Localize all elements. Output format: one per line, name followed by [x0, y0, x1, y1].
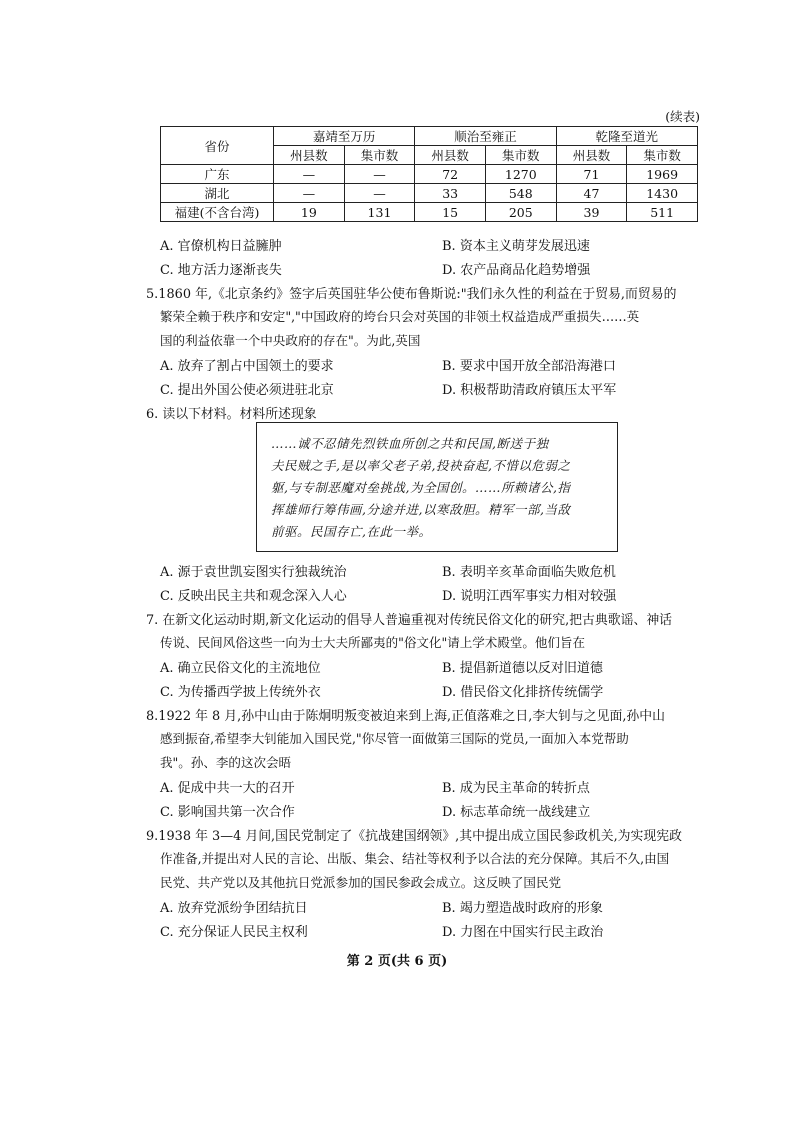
- material-line: 前驱。民国存亡,在此一举。: [271, 524, 432, 539]
- q7-options-row-1: [160, 657, 700, 679]
- q8-option-a: A. 促成中共一大的召开: [160, 781, 295, 796]
- q9-stem-line-1: 9.1938 年 3—4 月间,国民党制定了《抗战建国纲领》,其中提出成立国民参政机关,为实现宪政: [146, 829, 682, 844]
- q5-stem-line-2: 繁荣全赖于秩序和安定","中国政府的垮台只会对英国的非领土权益造成严重损失……英: [160, 309, 640, 324]
- table-cell: 33: [415, 184, 486, 203]
- q9-stem-line-2: 作准备,并提出对人民的言论、出版、集会、结社等权利予以合法的充分保障。其后不久,由国: [160, 851, 670, 866]
- q8-option-c: C. 影响国共第一次合作: [160, 805, 295, 820]
- q5-option-a: A. 放弃了割占中国领土的要求: [160, 359, 334, 374]
- q5-option-c: C. 提出外国公使必须进驻北京: [160, 383, 334, 398]
- q8-options-row-2: [160, 801, 700, 823]
- q4-option-d: D. 农产品商品化趋势增强: [442, 263, 591, 278]
- q4-options-row-2: [160, 259, 700, 281]
- q9-option-d: D. 力图在中国实行民主政治: [442, 925, 604, 940]
- q5-stem-line-1: 5.1860 年,《北京条约》签字后英国驻华公使布鲁斯说:"我们永久性的利益在于贸易,而贸易的: [146, 287, 677, 302]
- province-cell: 福建(不含台湾): [161, 203, 274, 222]
- subheader: 州县数: [274, 146, 345, 165]
- q7-stem-line-2: 传说、民间风俗这些一向为士大夫所鄙夷的"俗文化"请上学术殿堂。他们旨在: [160, 635, 586, 650]
- q6-material-box: [256, 422, 618, 552]
- q5-option-b: B. 要求中国开放全部沿海港口: [442, 359, 616, 374]
- table-cell: —: [344, 184, 415, 203]
- q9-stem-line-3: 民党、共产党以及其他抗日党派参加的国民参政会成立。这反映了国民党: [160, 875, 562, 890]
- table-cell: 131: [344, 203, 415, 222]
- table-cell: 1430: [627, 184, 698, 203]
- q7-options-row-2: [160, 681, 700, 703]
- q5-options-row-2: [160, 379, 700, 401]
- table-cell: 1270: [485, 165, 556, 184]
- table-cell: 39: [556, 203, 627, 222]
- group-header: 顺治至雍正: [415, 127, 556, 146]
- q6-option-a: A. 源于袁世凯妄图实行独裁统治: [160, 565, 347, 580]
- q9-options-row-1: [160, 897, 700, 919]
- group-header: 嘉靖至万历: [274, 127, 415, 146]
- q7-option-a: A. 确立民俗文化的主流地位: [160, 661, 321, 676]
- continued-label: (续表): [665, 109, 700, 124]
- table-cell: 71: [556, 165, 627, 184]
- province-cell: 湖北: [161, 184, 274, 203]
- q8-option-d: D. 标志革命统一战线建立: [442, 805, 591, 820]
- table-cell: —: [344, 165, 415, 184]
- q6-options-row-2: [160, 585, 700, 607]
- table-row: [161, 184, 698, 203]
- q7-option-c: C. 为传播西学披上传统外衣: [160, 685, 321, 700]
- province-cell: 广东: [161, 165, 274, 184]
- province-header: 省份: [161, 127, 274, 165]
- table-row: [161, 203, 698, 222]
- table-cell: 15: [415, 203, 486, 222]
- q5-options-row-1: [160, 355, 700, 377]
- q6-option-c: C. 反映出民主共和观念深入人心: [160, 589, 347, 604]
- material-line: 夫民贼之手,是以率父老子弟,投袂奋起,不惜以危弱之: [271, 458, 571, 473]
- q7-stem-line-1: 7. 在新文化运动时期,新文化运动的倡导人普遍重视对传统民俗文化的研究,把古典歌谣、神话: [146, 613, 673, 628]
- q9-option-a: A. 放弃党派纷争团结抗日: [160, 901, 308, 916]
- subheader: 州县数: [415, 146, 486, 165]
- table-cell: 548: [485, 184, 556, 203]
- table-cell: 47: [556, 184, 627, 203]
- q7-option-b: B. 提倡新道德以反对旧道德: [442, 661, 603, 676]
- subheader: 州县数: [556, 146, 627, 165]
- market-table: [160, 126, 698, 222]
- q5-stem-line-3: 国的利益依靠一个中央政府的存在"。为此,英国: [160, 333, 421, 348]
- material-line: 挥雄师行筹伟画,分途并进,以寒敌胆。精军一部,当敌: [271, 502, 571, 517]
- q5-option-d: D. 积极帮助清政府镇压太平军: [442, 383, 617, 398]
- q9-options-row-2: [160, 921, 700, 943]
- q6-option-d: D. 说明江西军事实力相对较强: [442, 589, 617, 604]
- subheader: 集市数: [485, 146, 556, 165]
- table-header-row: [161, 127, 698, 146]
- q6-options-row-1: [160, 561, 700, 583]
- q4-option-a: A. 官僚机构日益臃肿: [160, 239, 282, 254]
- table-cell: 1969: [627, 165, 698, 184]
- subheader: 集市数: [627, 146, 698, 165]
- q8-options-row-1: [160, 777, 700, 799]
- table-cell: 19: [274, 203, 345, 222]
- material-line: ……诚不忍储先烈铁血所创之共和民国,断送于独: [271, 436, 549, 451]
- q6-stem: 6. 读以下材料。材料所述现象: [146, 407, 317, 422]
- q4-option-b: B. 资本主义萌芽发展迅速: [442, 239, 590, 254]
- q6-option-b: B. 表明辛亥革命面临失败危机: [442, 565, 616, 580]
- q8-stem-line-2: 感到振奋,希望李大钊能加入国民党,"你尽管一面做第三国际的党员,一面加入本党帮助: [160, 731, 629, 746]
- q7-option-d: D. 借民俗文化排挤传统儒学: [442, 685, 604, 700]
- table-cell: 511: [627, 203, 698, 222]
- group-header: 乾隆至道光: [556, 127, 697, 146]
- table-cell: —: [274, 184, 345, 203]
- table-row: [161, 165, 698, 184]
- q9-option-b: B. 竭力塑造战时政府的形象: [442, 901, 603, 916]
- page-footer: 第 2 页(共 6 页): [346, 954, 448, 969]
- table-cell: 205: [485, 203, 556, 222]
- q4-options-row-1: [160, 235, 700, 257]
- q8-stem-line-3: 我"。孙、李的这次会晤: [160, 755, 292, 770]
- q4-option-c: C. 地方活力逐渐丧失: [160, 263, 282, 278]
- q8-stem-line-1: 8.1922 年 8 月,孙中山由于陈炯明叛变被迫来到上海,正值落难之日,李大钊与之见面,孙中山: [146, 709, 666, 724]
- table-cell: —: [274, 165, 345, 184]
- table-cell: 72: [415, 165, 486, 184]
- q8-option-b: B. 成为民主革命的转折点: [442, 781, 590, 796]
- q9-option-c: C. 充分保证人民民主权利: [160, 925, 308, 940]
- subheader: 集市数: [344, 146, 415, 165]
- material-line: 躯,与专制恶魔对垒挑战,为全国创。……所赖诸公,指: [271, 480, 571, 495]
